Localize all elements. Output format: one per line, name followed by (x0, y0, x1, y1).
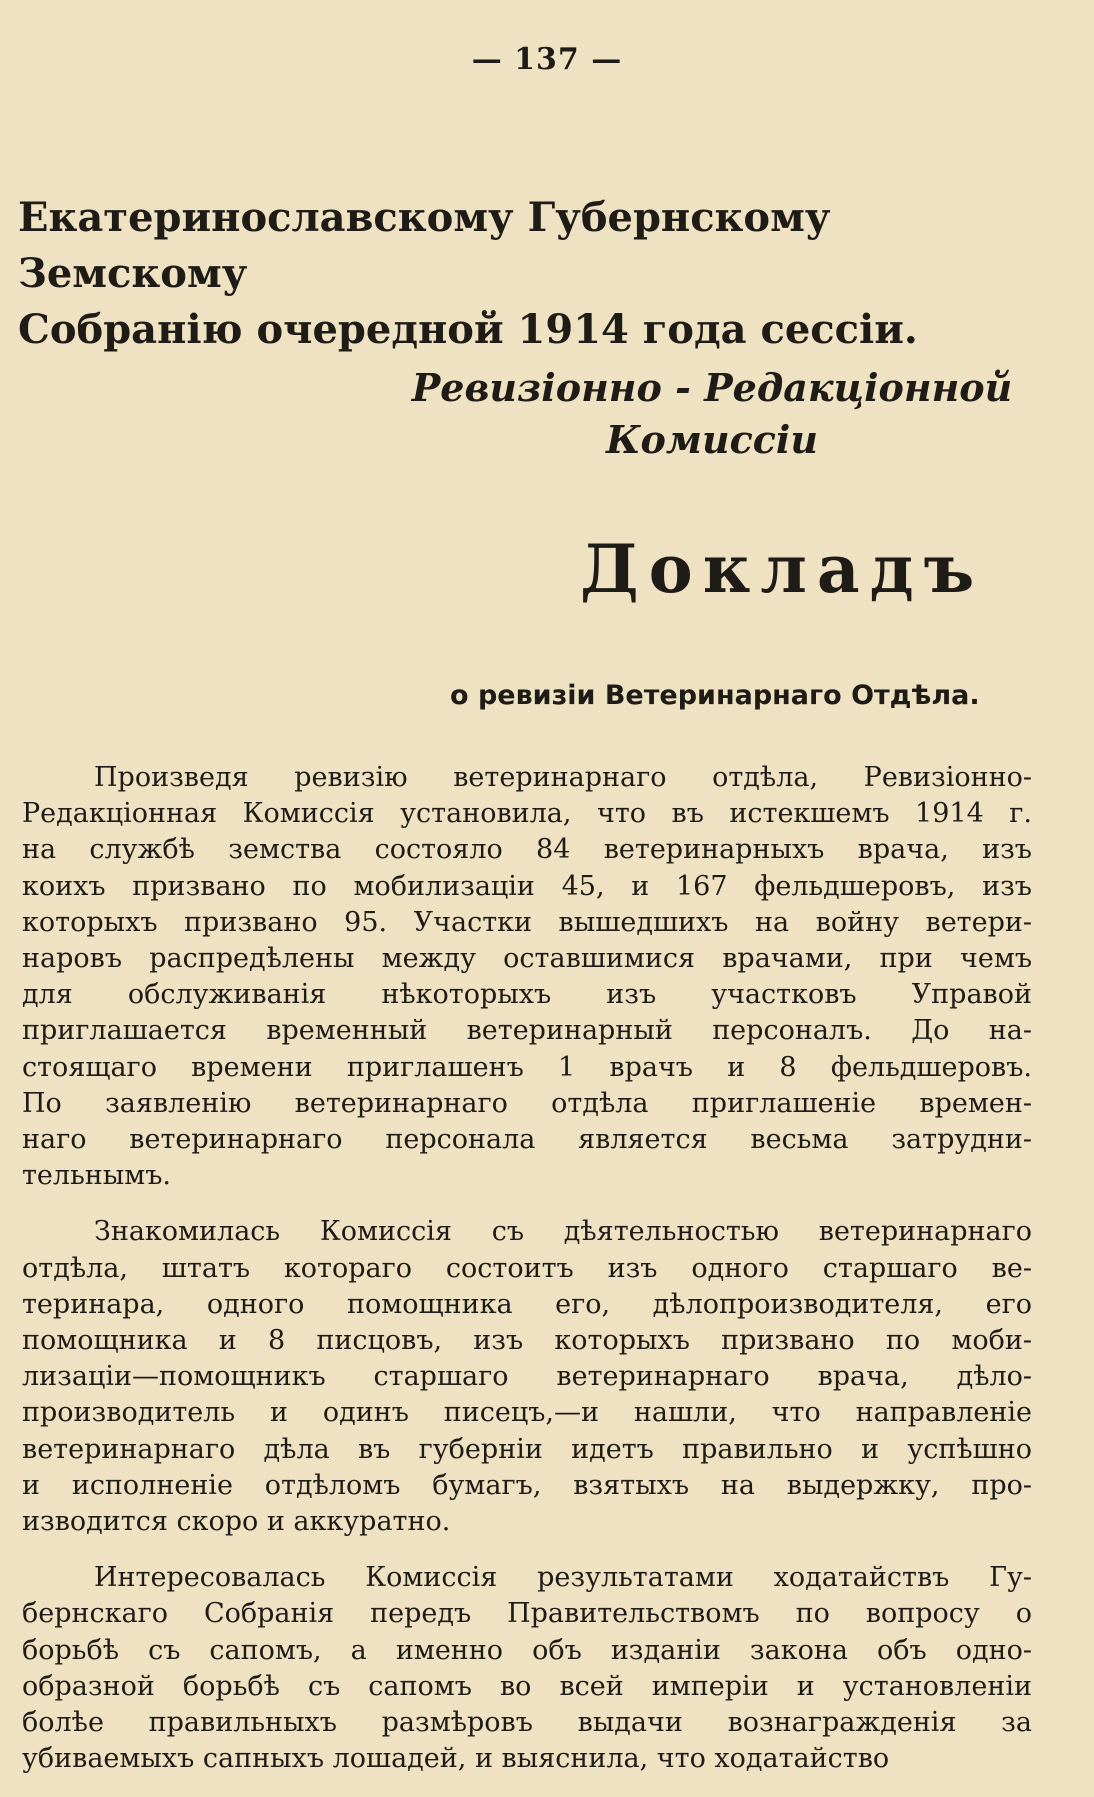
text-line: Редакціонная Комиссія установила, что въ истекшемъ 1914 г. (22, 798, 1032, 830)
text-line: наровъ распредѣлены между оставшимися врачами, при чемъ (22, 943, 1032, 975)
text-line: для обслуживанія нѣкоторыхъ изъ участковъ Управой (22, 979, 1032, 1011)
report-subject: о ревизіи Ветеринарнаго Отдѣла. (450, 680, 980, 711)
text-line: болѣе правильныхъ размѣровъ выдачи вознагражденія за (22, 1707, 1032, 1739)
text-line: приглашается временный ветеринарный персоналъ. До на- (22, 1015, 1032, 1047)
text-line: образной борьбѣ съ сапомъ во всей имперіи и установленіи (22, 1670, 1032, 1702)
report-title: Докладъ (580, 530, 985, 608)
text-line: Знакомилась Комиссія съ дѣятельностью ветеринарнаго (94, 1216, 1032, 1248)
text-line: наго ветеринарнаго персонала является весьма затрудни- (22, 1124, 1032, 1156)
text-line: тельнымъ. (22, 1160, 172, 1192)
text-line: отдѣла, штатъ котораго состоитъ изъ одного старшаго ве- (22, 1252, 1032, 1284)
text-line: на службѣ земства состояло 84 ветеринарныхъ врача, изъ (22, 834, 1032, 866)
heading-line: Екатеринославскому Губернскому Земскому (18, 194, 831, 297)
commission-line: Комиссіи (605, 417, 818, 462)
text-line: бернскаго Собранія передъ Правительствомъ по вопросу о (22, 1598, 1032, 1630)
commission-name (0, 362, 1094, 466)
text-line: теринара, одного помощника его, дѣлопроизводителя, его (22, 1288, 1032, 1320)
text-line: изводится скоро и аккуратно. (22, 1506, 451, 1538)
text-line: производитель и одинъ писецъ,—и нашли, что направленіе (22, 1397, 1032, 1429)
text-line: По заявленію ветеринарнаго отдѣла приглашеніе времен- (22, 1087, 1032, 1119)
paragraph (22, 1214, 1032, 1540)
text-line: и исполненіе отдѣломъ бумагъ, взятыхъ на выдержку, про- (22, 1469, 1032, 1501)
text-line: ветеринарнаго дѣла въ губерніи идетъ правильно и успѣшно (22, 1433, 1032, 1465)
text-line: стоящаго времени приглашенъ 1 врачъ и 8 фельдшеровъ. (22, 1051, 1032, 1083)
paragraph (22, 1560, 1032, 1777)
heading-line: Собранію очередной 1914 года сессіи. (18, 306, 918, 353)
page-number: — 137 — (471, 42, 623, 77)
document-heading (18, 190, 1028, 358)
text-line: помощника и 8 писцовъ, изъ которыхъ призвано по моби- (22, 1325, 1032, 1357)
text-line: убиваемыхъ сапныхъ лошадей, и выяснила, что ходатайство (22, 1743, 890, 1775)
text-line: Интересовалась Комиссія результатами ходатайствъ Гу- (94, 1562, 1032, 1594)
paragraph (22, 760, 1032, 1194)
text-line: которыхъ призвано 95. Участки вышедшихъ на войну ветери- (22, 906, 1032, 938)
commission-line: Ревизіонно - Редакціонной (411, 365, 1013, 410)
text-line: Произведя ревизію ветеринарнаго отдѣла, Ревизіонно- (94, 762, 1032, 793)
text-line: борьбѣ съ сапомъ, а именно объ изданіи закона объ одно- (22, 1634, 1032, 1666)
text-line: лизаціи—помощникъ старшаго ветеринарнаго врача, дѣло- (22, 1361, 1032, 1393)
text-line: коихъ призвано по мобилизаціи 45, и 167 фельдшеровъ, изъ (22, 870, 1032, 902)
report-body (22, 760, 1032, 1797)
